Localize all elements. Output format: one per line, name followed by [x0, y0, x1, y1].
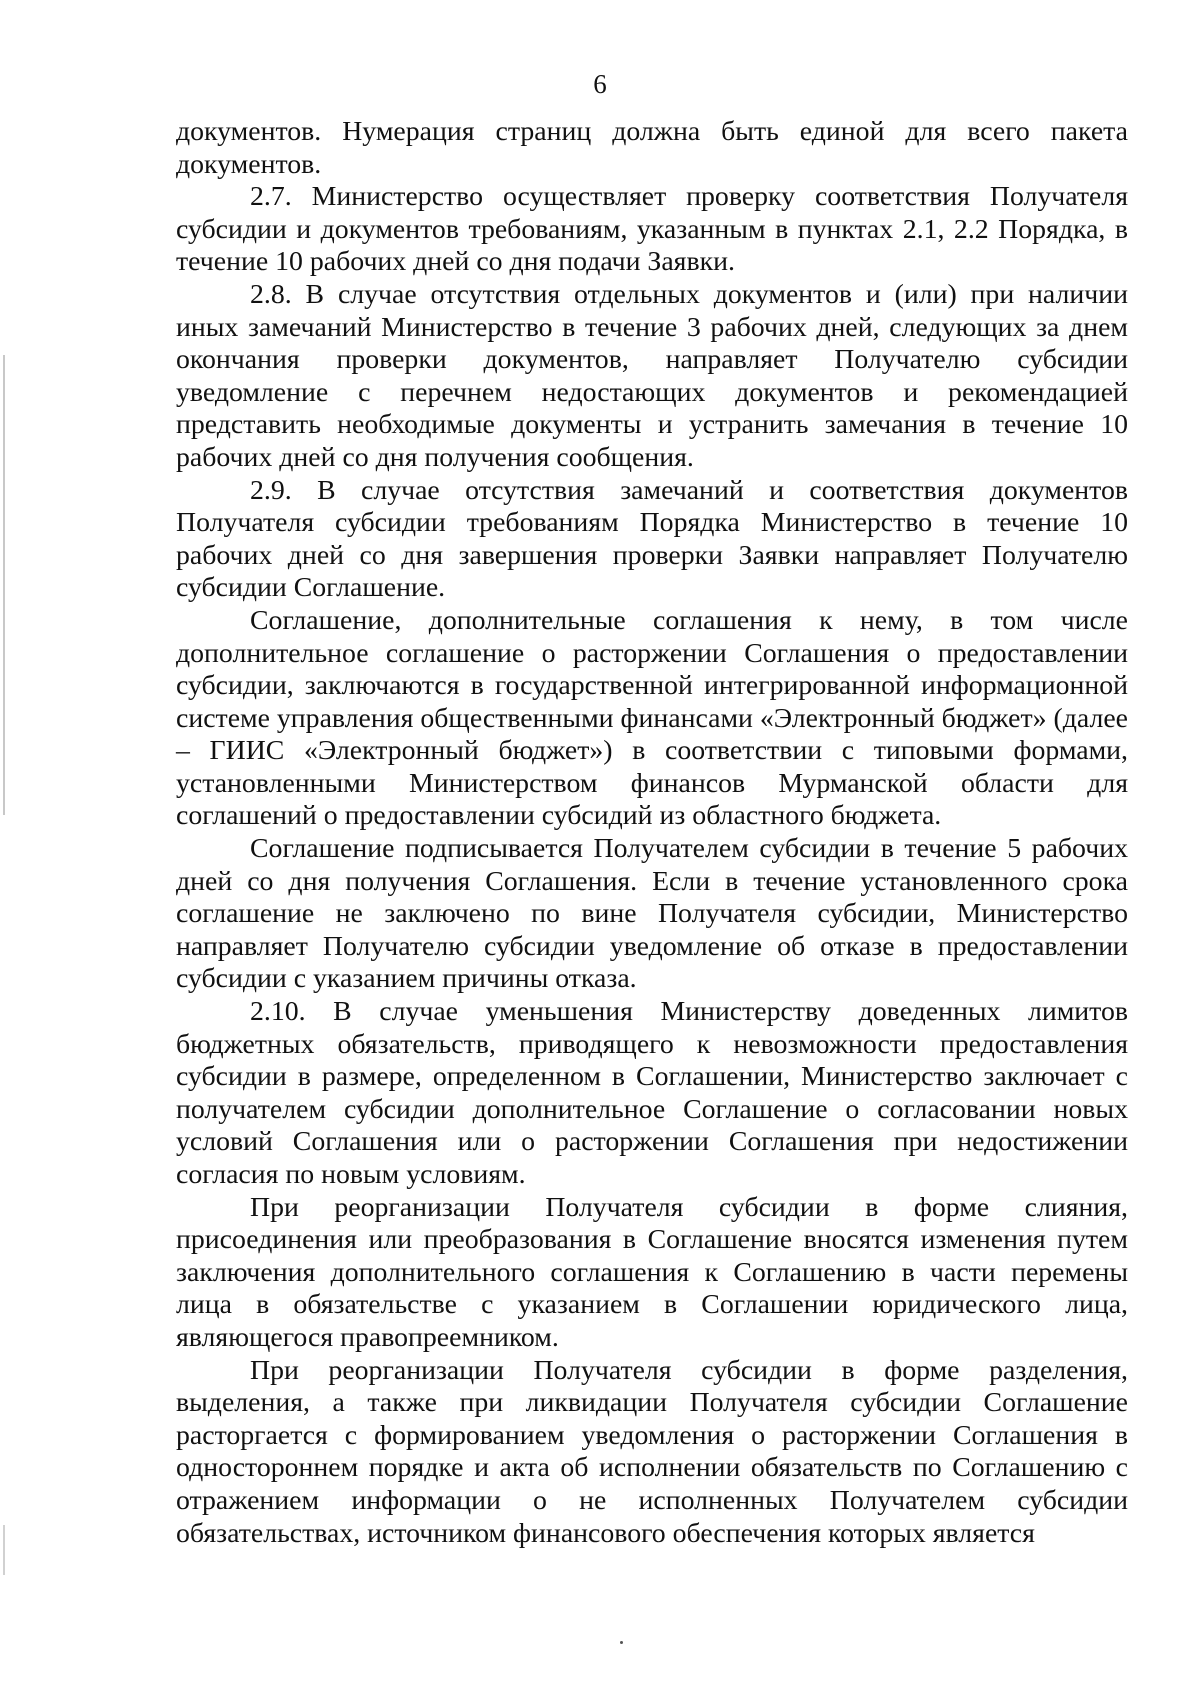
paragraph-2-8: 2.8. В случае отсутствия отдельных документов и (или) при наличии иных замечаний Министерство в течение 3 рабочих дней, следующих за днем окончания проверки документов, направляет Получателю субсидии уведомление с перечнем недостающих документов и рекомендацией представить необходимые документы и устранить замечания в течение 10 рабочих дней со дня получения сообщения.: [176, 278, 1128, 473]
paragraph-2-10: 2.10. В случае уменьшения Министерству доведенных лимитов бюджетных обязательств, приводящего к невозможности предоставления субсидии в размере, определенном в Соглашении, Министерство заключает с получателем субсидии дополнительное Соглашение о согласовании новых условий Соглашения или о расторжении Соглашения при недостижении согласия по новым условиям.: [176, 996, 1128, 1190]
paragraph-agreement-signing: Соглашение подписывается Получателем субсидии в течение 5 рабочих дней со дня получения Соглашения. Если в течение установленного срока соглашение не заключено по вине Получателя субсидии, Министерство направляет Получателю субсидии уведомление об отказе в предоставлении субсидии с указанием причины отказа.: [176, 833, 1128, 995]
scan-edge-mark: [3, 355, 5, 815]
paragraph-continuation: документов. Нумерация страниц должна быть единой для всего пакета документов.: [176, 116, 1128, 180]
paragraph-reorganization-division: При реорганизации Получателя субсидии в форме разделения, выделения, а также при ликвидации Получателя субсидии Соглашение расторгается с формированием уведомления о расторжении Соглашения в одностороннем порядке и акта об исполнении обязательств по Соглашению с отражением информации о не исполненных Получателем субсидии обязательствах, источником финансового обеспечения которых является: [176, 1354, 1128, 1549]
scan-edge-mark: [3, 1525, 5, 1575]
paragraph-2-9: 2.9. В случае отсутствия замечаний и соответствия документов Получателя субсидии требованиям Порядка Министерство в течение 10 рабочих дней со дня завершения проверки Заявки направляет Получателю субсидии Соглашение.: [176, 474, 1128, 604]
paragraph-agreement-system: Соглашение, дополнительные соглашения к нему, в том числе дополнительное соглашение о расторжении Соглашения о предоставлении субсидии, заключаются в государственной интегрированной информационной системе управления общественными финансами «Электронный бюджет» (далее – ГИИС «Электронный бюджет») в соответствии с типовыми формами, установленными Министерством финансов Мурманской области для соглашений о предоставлении субсидий из областного бюджета.: [176, 604, 1128, 832]
page-number: 6: [593, 69, 607, 99]
paragraph-reorganization-merger: При реорганизации Получателя субсидии в форме слияния, присоединения или преобразования в Соглашение вносятся изменения путем заключения дополнительного соглашения к Соглашению в части перемены лица в обязательстве с указанием в Соглашении юридического лица, являющегося правопреемником.: [176, 1191, 1128, 1353]
paragraph-2-7: 2.7. Министерство осуществляет проверку соответствия Получателя субсидии и документов требованиям, указанным в пунктах 2.1, 2.2 Порядка, в течение 10 рабочих дней со дня подачи Заявки.: [176, 181, 1128, 278]
scan-dot-mark: [620, 1641, 623, 1644]
document-body: [176, 116, 1128, 1550]
